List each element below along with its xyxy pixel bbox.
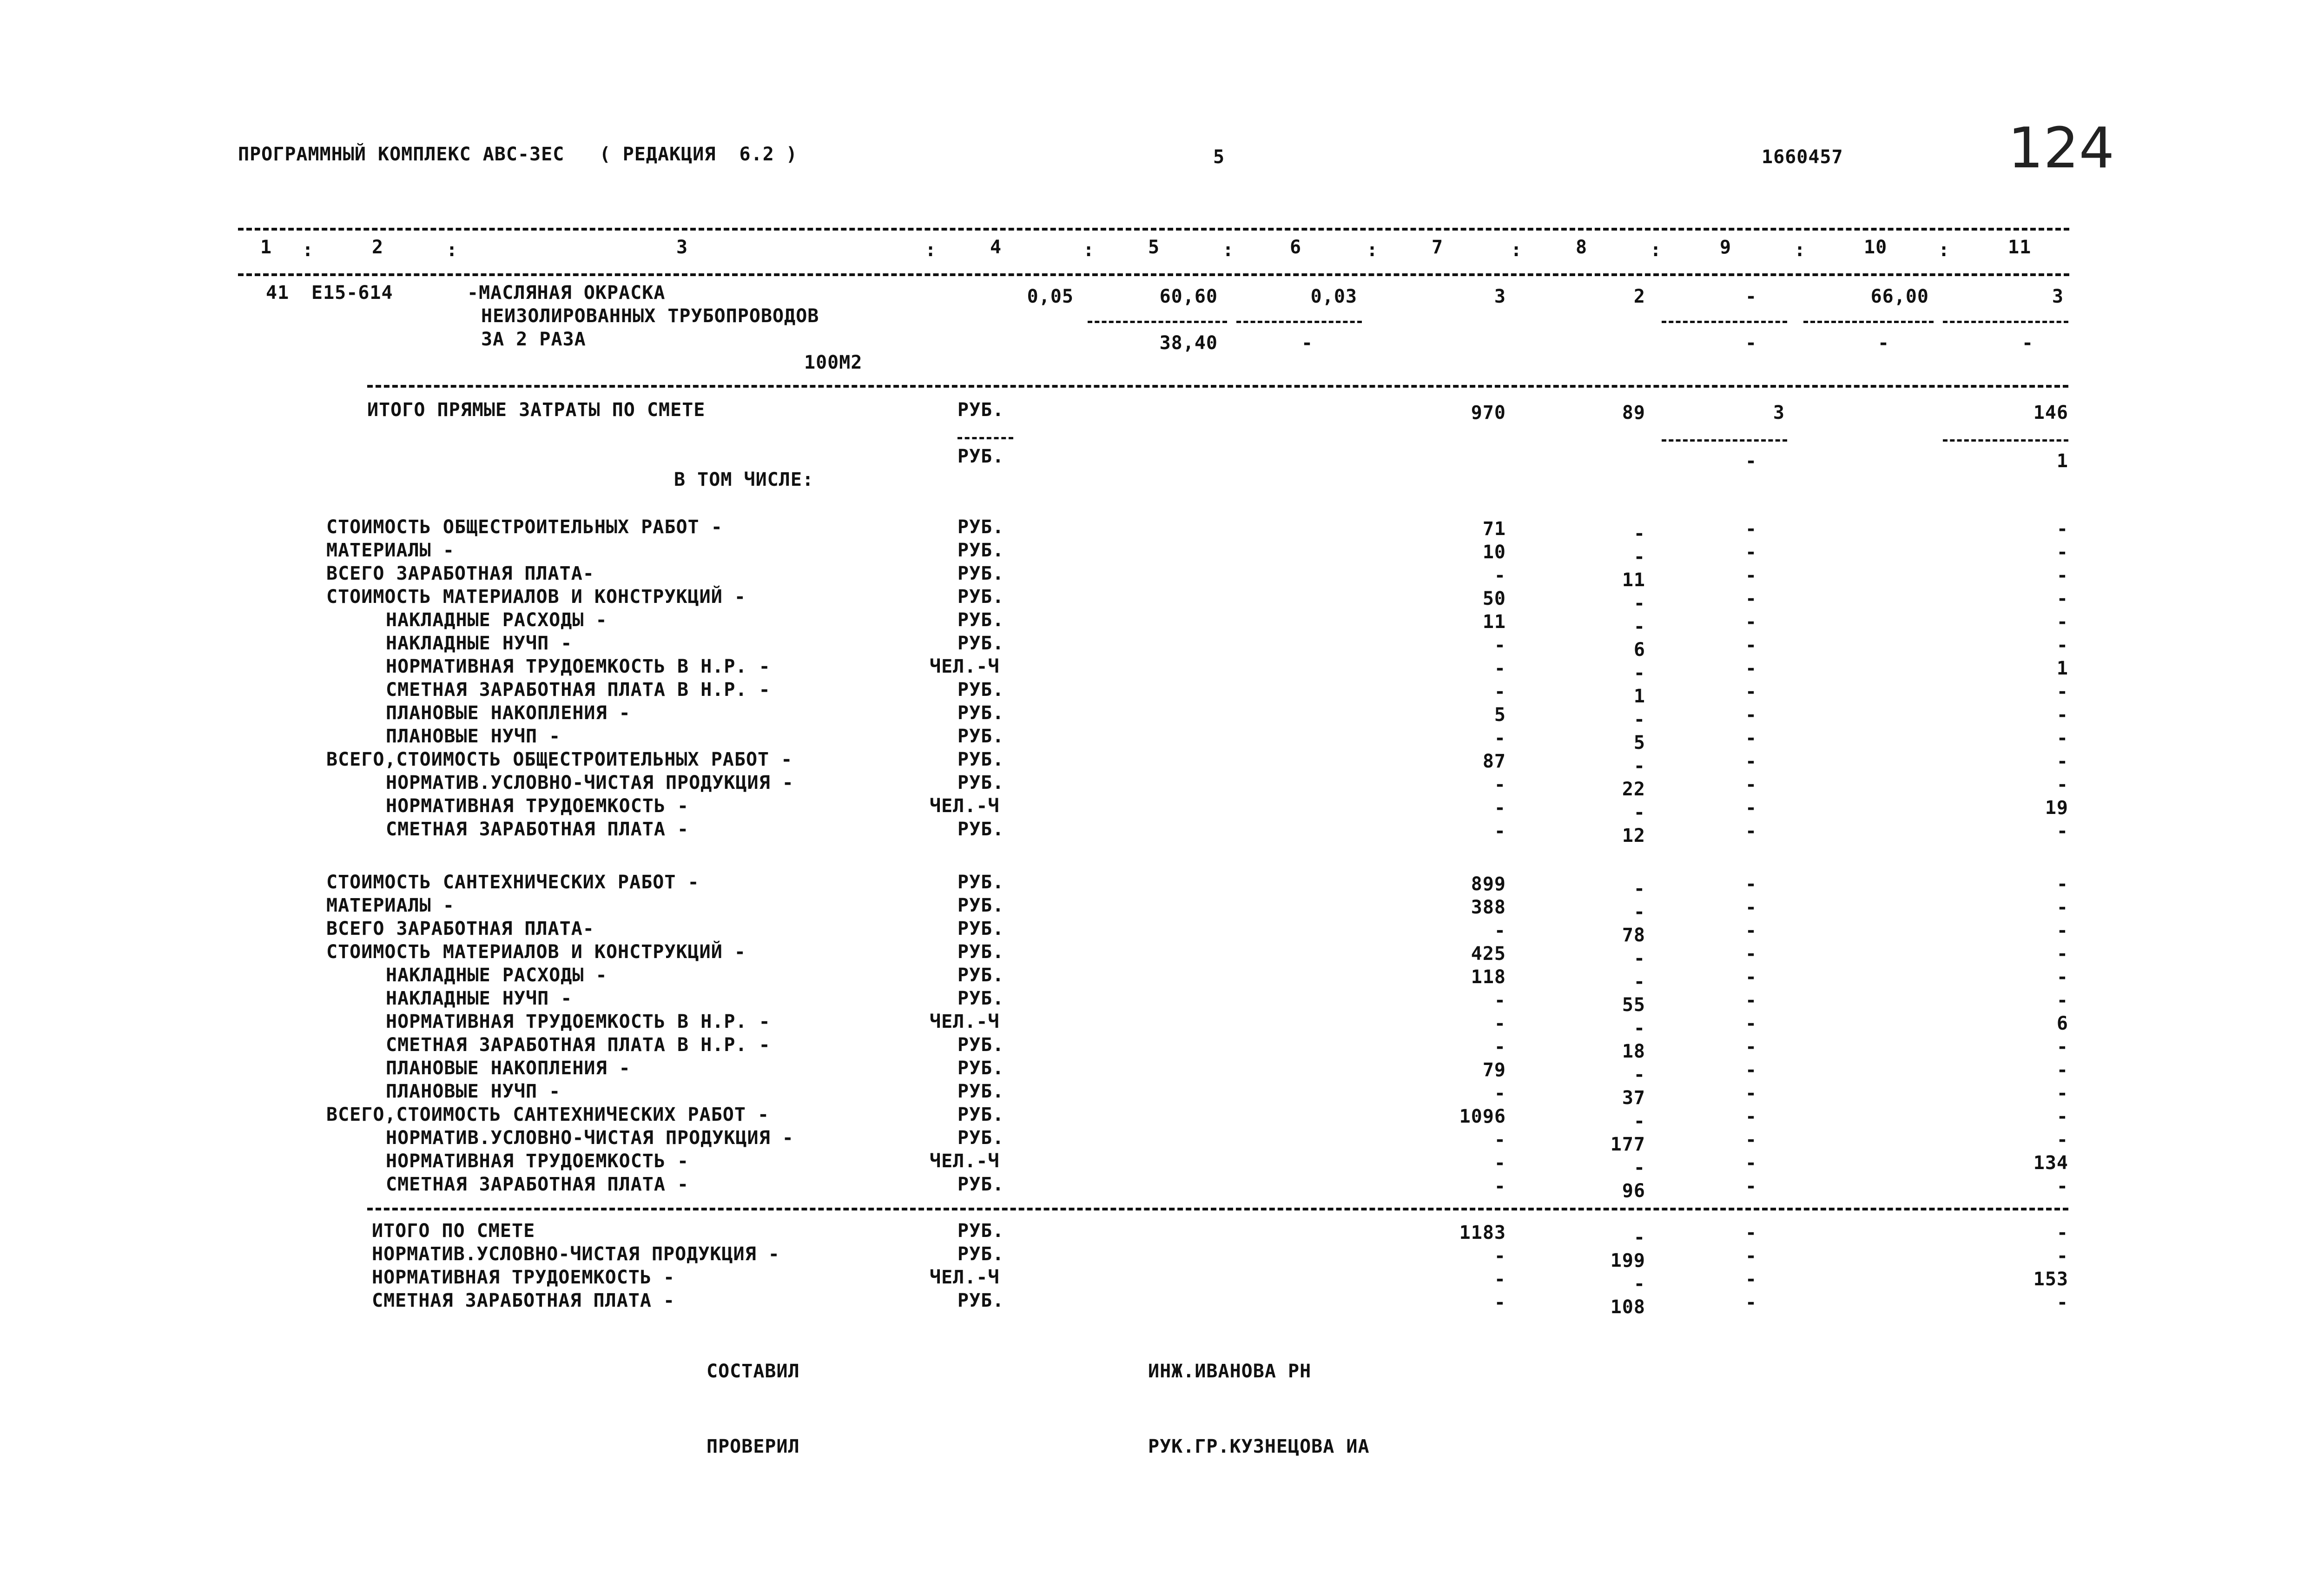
section1-row-col8: 1 bbox=[1633, 686, 1645, 707]
section1-row-label: СТОИМОСТЬ МАТЕРИАЛОВ И КОНСТРУКЦИЙ - bbox=[326, 586, 746, 608]
section2-row-col7: - bbox=[1494, 990, 1506, 1011]
item-col7: 3 bbox=[1494, 286, 1506, 307]
column-separator: : bbox=[1650, 239, 1662, 261]
document-code: 1660457 bbox=[1762, 146, 1843, 168]
item-desc-line-2: НЕИЗОЛИРОВАННЫХ ТРУБОПРОВОДОВ bbox=[481, 305, 819, 327]
section2-row-col8: - bbox=[1633, 1018, 1645, 1039]
final-row-unit: РУБ. bbox=[957, 1220, 1004, 1242]
section1-row-col7: 10 bbox=[1482, 542, 1506, 563]
section2-row-col9: - bbox=[1745, 1152, 1757, 1174]
page-number: 5 bbox=[1213, 146, 1225, 168]
item-col6-bottom: - bbox=[1301, 332, 1314, 354]
handwritten-page-number: 124 bbox=[2008, 116, 2115, 181]
item-number: 41 bbox=[266, 282, 290, 304]
item-col4: 0,05 bbox=[1027, 286, 1074, 307]
section2-row-col11: - bbox=[2056, 920, 2068, 941]
section1-row-col8: - bbox=[1633, 593, 1645, 614]
section2-row-col7: 425 bbox=[1471, 943, 1506, 965]
section2-row-unit: РУБ. bbox=[957, 988, 1004, 1009]
section2-row-label: СМЕТНАЯ ЗАРАБОТНАЯ ПЛАТА - bbox=[386, 1174, 689, 1195]
section2-row-col11: - bbox=[2056, 1176, 2068, 1197]
column-separator: : bbox=[1938, 239, 1950, 261]
section2-row-col8: - bbox=[1633, 948, 1645, 969]
section1-row-col8: - bbox=[1633, 709, 1645, 730]
item-desc-line-3: ЗА 2 РАЗА bbox=[481, 329, 586, 350]
section2-row-unit: РУБ. bbox=[957, 895, 1004, 916]
column-separator: : bbox=[446, 239, 458, 261]
section1-row-label: ВСЕГО,СТОИМОСТЬ ОБЩЕСТРОИТЕЛЬНЫХ РАБОТ - bbox=[326, 749, 793, 770]
section1-row-unit: РУБ. bbox=[957, 749, 1004, 770]
column-header-8: 8 bbox=[1576, 237, 1588, 258]
section2-row-col9: - bbox=[1745, 1036, 1757, 1058]
section2-row-label: НАКЛАДНЫЕ НУЧП - bbox=[386, 988, 573, 1009]
section2-row-col9: - bbox=[1745, 920, 1757, 941]
section1-row-unit: РУБ. bbox=[957, 633, 1004, 654]
composed-by: ИНЖ.ИВАНОВА РН bbox=[1148, 1361, 1312, 1382]
final-row-label: ИТОГО ПО СМЕТЕ bbox=[372, 1220, 535, 1242]
section2-row-col11: - bbox=[2056, 873, 2068, 895]
section1-row-col9: - bbox=[1745, 797, 1757, 819]
section2-row-col9: - bbox=[1745, 966, 1757, 988]
section1-row-col11: - bbox=[2056, 727, 2068, 749]
section1-row-col9: - bbox=[1745, 611, 1757, 633]
section2-row-col7: - bbox=[1494, 1013, 1506, 1034]
section1-row-col9: - bbox=[1745, 751, 1757, 772]
section2-row-col11: 6 bbox=[2056, 1013, 2068, 1034]
section2-row-col8: - bbox=[1633, 971, 1645, 992]
direct-totals-col9: 3 bbox=[1773, 402, 1785, 423]
item-col6-top: 0,03 bbox=[1310, 286, 1357, 307]
item-desc-line-1: -МАСЛЯНАЯ ОКРАСКА bbox=[467, 282, 666, 304]
final-row-col9: - bbox=[1745, 1269, 1757, 1290]
section2-row-col9: - bbox=[1745, 1106, 1757, 1127]
section1-row-unit: РУБ. bbox=[957, 540, 1004, 561]
column-header-11: 11 bbox=[2008, 237, 2032, 258]
section1-row-col11: 1 bbox=[2056, 658, 2068, 679]
section1-row-label: СМЕТНАЯ ЗАРАБОТНАЯ ПЛАТА - bbox=[386, 819, 689, 840]
section1-row-col8: - bbox=[1633, 523, 1645, 544]
section2-row-col11: 134 bbox=[2033, 1152, 2068, 1174]
direct-totals-col11: 146 bbox=[2033, 402, 2068, 423]
section2-row-col11: - bbox=[2056, 897, 2068, 918]
final-row-col9: - bbox=[1745, 1292, 1757, 1313]
section1-row-col11: - bbox=[2056, 635, 2068, 656]
section1-row-label: НАКЛАДНЫЕ РАСХОДЫ - bbox=[386, 609, 607, 631]
section1-row-label: НАКЛАДНЫЕ НУЧП - bbox=[386, 633, 573, 654]
section1-row-col7: - bbox=[1494, 774, 1506, 795]
section1-row-col7: - bbox=[1494, 658, 1506, 679]
composed-label: СОСТАВИЛ bbox=[706, 1361, 800, 1382]
section2-row-col7: - bbox=[1494, 1152, 1506, 1174]
section2-row-col11: - bbox=[2056, 1106, 2068, 1127]
section1-row-label: НОРМАТИВ.УСЛОВНО-ЧИСТАЯ ПРОДУКЦИЯ - bbox=[386, 772, 794, 794]
section2-row-col8: 37 bbox=[1622, 1087, 1645, 1109]
column-header-3: 3 bbox=[676, 237, 688, 258]
section1-row-col9: - bbox=[1745, 820, 1757, 842]
section2-row-col8: 18 bbox=[1622, 1041, 1645, 1062]
item-col10-top: 66,00 bbox=[1870, 286, 1929, 307]
item-col9-bottom: - bbox=[1745, 332, 1757, 354]
section1-row-unit: РУБ. bbox=[957, 726, 1004, 747]
program-header: ПРОГРАММНЫЙ КОМПЛЕКС АВС-3ЕС ( РЕДАКЦИЯ 6.2 ) bbox=[238, 144, 798, 165]
section2-row-col7: - bbox=[1494, 1176, 1506, 1197]
section1-row-col11: - bbox=[2056, 588, 2068, 609]
section2-row-col8: - bbox=[1633, 878, 1645, 899]
section2-row-unit: РУБ. bbox=[957, 1104, 1004, 1125]
section2-row-unit: РУБ. bbox=[957, 872, 1004, 893]
section2-row-col11: - bbox=[2056, 943, 2068, 965]
section2-row-label: ВСЕГО,СТОИМОСТЬ САНТЕХНИЧЕСКИХ РАБОТ - bbox=[326, 1104, 770, 1125]
final-row-col8: - bbox=[1633, 1273, 1645, 1295]
section1-row-col11: - bbox=[2056, 518, 2068, 540]
final-row-label: СМЕТНАЯ ЗАРАБОТНАЯ ПЛАТА - bbox=[372, 1290, 675, 1311]
section2-row-col9: - bbox=[1745, 1083, 1757, 1104]
header-top-rule bbox=[238, 228, 2069, 231]
section1-row-unit: ЧЕЛ.-Ч bbox=[930, 795, 1000, 817]
section2-row-unit: РУБ. bbox=[957, 941, 1004, 963]
item-col5-top: 60,60 bbox=[1159, 286, 1218, 307]
final-top-rule bbox=[367, 1208, 2068, 1210]
section2-row-unit: РУБ. bbox=[957, 1058, 1004, 1079]
section2-row-label: НАКЛАДНЫЕ РАСХОДЫ - bbox=[386, 965, 607, 986]
section1-row-col8: 5 bbox=[1633, 732, 1645, 754]
direct-totals-label: ИТОГО ПРЯМЫЕ ЗАТРАТЫ ПО СМЕТЕ bbox=[367, 399, 706, 421]
column-header-9: 9 bbox=[1720, 237, 1732, 258]
section2-row-label: СТОИМОСТЬ МАТЕРИАЛОВ И КОНСТРУКЦИЙ - bbox=[326, 941, 746, 963]
column-separator: : bbox=[925, 239, 937, 261]
section2-row-col8: - bbox=[1633, 1157, 1645, 1178]
final-row-col9: - bbox=[1745, 1222, 1757, 1243]
section2-row-unit: ЧЕЛ.-Ч bbox=[930, 1151, 1000, 1172]
section1-row-col9: - bbox=[1745, 727, 1757, 749]
section2-row-label: ПЛАНОВЫЕ НАКОПЛЕНИЯ - bbox=[386, 1058, 631, 1079]
section1-row-col9: - bbox=[1745, 565, 1757, 586]
section1-row-col9: - bbox=[1745, 518, 1757, 540]
section1-row-col9: - bbox=[1745, 542, 1757, 563]
section2-row-col7: - bbox=[1494, 1083, 1506, 1104]
section1-row-col8: 12 bbox=[1622, 825, 1645, 846]
column-separator: : bbox=[1511, 239, 1523, 261]
final-row-label: НОРМАТИВ.УСЛОВНО-ЧИСТАЯ ПРОДУКЦИЯ - bbox=[372, 1243, 780, 1265]
final-row-col11: - bbox=[2056, 1292, 2068, 1313]
section2-row-label: ПЛАНОВЫЕ НУЧП - bbox=[386, 1081, 561, 1102]
checked-label: ПРОВЕРИЛ bbox=[706, 1436, 800, 1457]
section2-row-label: НОРМАТИВ.УСЛОВНО-ЧИСТАЯ ПРОДУКЦИЯ - bbox=[386, 1127, 794, 1149]
section1-row-col11: 19 bbox=[2045, 797, 2068, 819]
section2-row-unit: ЧЕЛ.-Ч bbox=[930, 1011, 1000, 1032]
section1-row-unit: РУБ. bbox=[957, 586, 1004, 608]
section1-row-col11: - bbox=[2056, 542, 2068, 563]
section2-row-unit: РУБ. bbox=[957, 918, 1004, 939]
final-row-unit: РУБ. bbox=[957, 1243, 1004, 1265]
section2-row-col11: - bbox=[2056, 966, 2068, 988]
section1-row-unit: РУБ. bbox=[957, 702, 1004, 724]
item-col9-top: - bbox=[1745, 286, 1757, 307]
final-row-col7: - bbox=[1494, 1292, 1506, 1313]
including-subtitle: В ТОМ ЧИСЛЕ: bbox=[674, 469, 814, 490]
section1-row-label: МАТЕРИАЛЫ - bbox=[326, 540, 455, 561]
final-row-unit: ЧЕЛ.-Ч bbox=[930, 1267, 1000, 1288]
section2-row-col7: - bbox=[1494, 920, 1506, 941]
section1-row-col9: - bbox=[1745, 681, 1757, 702]
final-row-label: НОРМАТИВНАЯ ТРУДОЕМКОСТЬ - bbox=[372, 1267, 675, 1288]
direct-totals-col8: 89 bbox=[1622, 402, 1645, 423]
final-row-col7: - bbox=[1494, 1245, 1506, 1267]
final-row-col11: 153 bbox=[2033, 1269, 2068, 1290]
section1-row-unit: РУБ. bbox=[957, 516, 1004, 538]
item-col8: 2 bbox=[1633, 286, 1645, 307]
section2-row-label: МАТЕРИАЛЫ - bbox=[326, 895, 455, 916]
item-code: Е15-614 bbox=[311, 282, 393, 304]
section1-row-unit: РУБ. bbox=[957, 679, 1004, 701]
section1-row-col7: - bbox=[1494, 727, 1506, 749]
section2-row-col7: 899 bbox=[1471, 873, 1506, 895]
section2-row-label: ВСЕГО ЗАРАБОТНАЯ ПЛАТА- bbox=[326, 918, 594, 939]
section1-row-unit: РУБ. bbox=[957, 819, 1004, 840]
section1-row-label: НОРМАТИВНАЯ ТРУДОЕМКОСТЬ В Н.Р. - bbox=[386, 656, 771, 677]
item-col5-bottom: 38,40 bbox=[1159, 332, 1218, 354]
section1-row-col9: - bbox=[1745, 704, 1757, 726]
final-row-col8: 108 bbox=[1610, 1296, 1645, 1318]
section1-row-col11: - bbox=[2056, 820, 2068, 842]
column-separator: : bbox=[1222, 239, 1235, 261]
section2-row-col9: - bbox=[1745, 1013, 1757, 1034]
section2-row-col8: 96 bbox=[1622, 1180, 1645, 1202]
final-row-col7: - bbox=[1494, 1269, 1506, 1290]
section1-row-col7: - bbox=[1494, 681, 1506, 702]
section1-row-label: СТОИМОСТЬ ОБЩЕСТРОИТЕЛЬНЫХ РАБОТ - bbox=[326, 516, 723, 538]
column-separator: : bbox=[1083, 239, 1095, 261]
section1-row-col11: - bbox=[2056, 751, 2068, 772]
final-row-col8: 199 bbox=[1610, 1250, 1645, 1271]
final-row-col7: 1183 bbox=[1459, 1222, 1506, 1243]
section2-row-col11: - bbox=[2056, 1129, 2068, 1151]
section1-row-col8: - bbox=[1633, 546, 1645, 568]
section1-row-col7: 71 bbox=[1482, 518, 1506, 540]
section1-row-col7: - bbox=[1494, 820, 1506, 842]
section2-row-label: СТОИМОСТЬ САНТЕХНИЧЕСКИХ РАБОТ - bbox=[326, 872, 700, 893]
header-bottom-rule bbox=[238, 273, 2069, 276]
section1-row-col7: 50 bbox=[1482, 588, 1506, 609]
section1-row-col7: 11 bbox=[1482, 611, 1506, 633]
section1-row-unit: ЧЕЛ.-Ч bbox=[930, 656, 1000, 677]
section2-row-col7: - bbox=[1494, 1129, 1506, 1151]
section2-row-unit: РУБ. bbox=[957, 1034, 1004, 1056]
section1-row-col7: - bbox=[1494, 797, 1506, 819]
section1-row-col11: - bbox=[2056, 704, 2068, 726]
column-separator: : bbox=[1367, 239, 1379, 261]
section2-row-col7: 388 bbox=[1471, 897, 1506, 918]
section2-row-col11: - bbox=[2056, 990, 2068, 1011]
section1-row-col7: 87 bbox=[1482, 751, 1506, 772]
section2-row-col8: - bbox=[1633, 1111, 1645, 1132]
section2-row-col11: - bbox=[2056, 1059, 2068, 1081]
section1-row-label: СМЕТНАЯ ЗАРАБОТНАЯ ПЛАТА В Н.Р. - bbox=[386, 679, 771, 701]
column-header-1: 1 bbox=[260, 237, 272, 258]
direct-totals-unit: РУБ. bbox=[957, 399, 1004, 421]
section2-row-col11: - bbox=[2056, 1083, 2068, 1104]
column-header-6: 6 bbox=[1290, 237, 1302, 258]
section2-row-col8: 177 bbox=[1610, 1134, 1645, 1155]
section1-row-col11: - bbox=[2056, 565, 2068, 586]
section1-row-col7: - bbox=[1494, 635, 1506, 656]
section2-row-unit: РУБ. bbox=[957, 965, 1004, 986]
section2-row-col7: 1096 bbox=[1459, 1106, 1506, 1127]
column-separator: : bbox=[302, 239, 314, 261]
section1-row-col8: - bbox=[1633, 802, 1645, 823]
item-unit: 100М2 bbox=[804, 352, 863, 373]
section1-row-unit: РУБ. bbox=[957, 563, 1004, 584]
section2-row-col11: - bbox=[2056, 1036, 2068, 1058]
section1-row-label: НОРМАТИВНАЯ ТРУДОЕМКОСТЬ - bbox=[386, 795, 689, 817]
section1-row-label: ПЛАНОВЫЕ НУЧП - bbox=[386, 726, 561, 747]
section2-row-col9: - bbox=[1745, 943, 1757, 965]
item-col11-top: 3 bbox=[2052, 286, 2064, 307]
section2-row-col9: - bbox=[1745, 1176, 1757, 1197]
final-row-col11: - bbox=[2056, 1245, 2068, 1267]
section2-row-label: СМЕТНАЯ ЗАРАБОТНАЯ ПЛАТА В Н.Р. - bbox=[386, 1034, 771, 1056]
section2-row-col9: - bbox=[1745, 990, 1757, 1011]
section1-row-col11: - bbox=[2056, 681, 2068, 702]
section1-row-col7: - bbox=[1494, 565, 1506, 586]
section2-row-col7: 79 bbox=[1482, 1059, 1506, 1081]
direct-totals-col11-bottom: 1 bbox=[2056, 450, 2068, 472]
section1-row-col9: - bbox=[1745, 588, 1757, 609]
section2-row-col9: - bbox=[1745, 1129, 1757, 1151]
section2-row-col7: 118 bbox=[1471, 966, 1506, 988]
column-header-2: 2 bbox=[372, 237, 384, 258]
item-col11-bottom: - bbox=[2022, 332, 2034, 354]
final-row-col11: - bbox=[2056, 1222, 2068, 1243]
section1-row-col11: - bbox=[2056, 774, 2068, 795]
section2-row-label: НОРМАТИВНАЯ ТРУДОЕМКОСТЬ В Н.Р. - bbox=[386, 1011, 771, 1032]
section1-row-col8: 11 bbox=[1622, 569, 1645, 591]
section1-row-col8: - bbox=[1633, 616, 1645, 637]
section2-row-col9: - bbox=[1745, 897, 1757, 918]
section2-row-col8: - bbox=[1633, 901, 1645, 923]
direct-totals-col9-bottom: - bbox=[1745, 450, 1757, 472]
section1-row-col9: - bbox=[1745, 635, 1757, 656]
section1-row-col8: 6 bbox=[1633, 639, 1645, 661]
section2-row-unit: РУБ. bbox=[957, 1081, 1004, 1102]
section1-row-col9: - bbox=[1745, 658, 1757, 679]
final-row-col8: - bbox=[1633, 1227, 1645, 1248]
column-separator: : bbox=[1794, 239, 1806, 261]
checked-by: РУК.ГР.КУЗНЕЦОВА ИА bbox=[1148, 1436, 1370, 1457]
item-col10-bottom: - bbox=[1878, 332, 1890, 354]
section1-row-unit: РУБ. bbox=[957, 609, 1004, 631]
direct-totals-unit-2: РУБ. bbox=[957, 446, 1004, 467]
section2-row-label: НОРМАТИВНАЯ ТРУДОЕМКОСТЬ - bbox=[386, 1151, 689, 1172]
column-header-10: 10 bbox=[1864, 237, 1888, 258]
section2-row-col9: - bbox=[1745, 1059, 1757, 1081]
section1-row-col9: - bbox=[1745, 774, 1757, 795]
direct-totals-col7: 970 bbox=[1471, 402, 1506, 423]
section1-row-col8: 22 bbox=[1622, 779, 1645, 800]
section1-row-label: ПЛАНОВЫЕ НАКОПЛЕНИЯ - bbox=[386, 702, 631, 724]
section2-row-col8: 55 bbox=[1622, 994, 1645, 1016]
item-bottom-rule bbox=[367, 385, 2068, 388]
final-row-col9: - bbox=[1745, 1245, 1757, 1267]
final-row-unit: РУБ. bbox=[957, 1290, 1004, 1311]
section2-row-unit: РУБ. bbox=[957, 1174, 1004, 1195]
section1-row-col11: - bbox=[2056, 611, 2068, 633]
section1-row-col7: 5 bbox=[1494, 704, 1506, 726]
section2-row-col8: 78 bbox=[1622, 925, 1645, 946]
section1-row-unit: РУБ. bbox=[957, 772, 1004, 794]
section1-row-label: ВСЕГО ЗАРАБОТНАЯ ПЛАТА- bbox=[326, 563, 594, 584]
section2-row-col7: - bbox=[1494, 1036, 1506, 1058]
section2-row-unit: РУБ. bbox=[957, 1127, 1004, 1149]
section1-row-col8: - bbox=[1633, 755, 1645, 777]
section2-row-col8: - bbox=[1633, 1064, 1645, 1085]
column-header-4: 4 bbox=[990, 237, 1002, 258]
column-header-5: 5 bbox=[1148, 237, 1160, 258]
column-header-7: 7 bbox=[1432, 237, 1444, 258]
section1-row-col8: - bbox=[1633, 662, 1645, 684]
section2-row-col9: - bbox=[1745, 873, 1757, 895]
